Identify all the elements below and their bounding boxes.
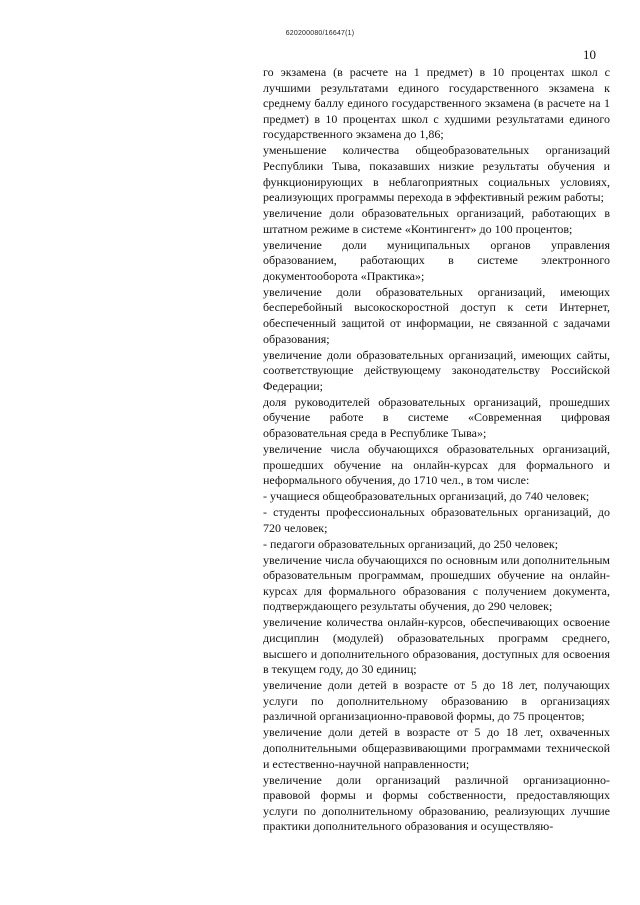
- paragraph: увеличение числа обучающихся по основным или дополнительным образовательным программам, прошедших обучение на онлайн-курсах для формального образования с получением документа, подтверждающего результаты обучения, до 290 человек;: [263, 552, 610, 614]
- paragraph: увеличение доли детей в возрасте от 5 до 18 лет, охваченных дополнительными общеразвивающими программами технической и естественно-научной направленности;: [263, 725, 610, 771]
- paragraph: увеличение числа обучающихся образовательных организаций, прошедших обучение на онлайн-курсах для формального и неформального обучения, до 1710 чел., в том числе:: [263, 441, 610, 488]
- paragraph: увеличение доли детей в возрасте от 5 до 18 лет, получающих услуги по дополнительному образованию в организациях различной организационно-правовой формы, до 75 процентов;: [263, 678, 610, 724]
- paragraph: уменьшение количества общеобразовательных организаций Республики Тыва, показавших низкие результаты обучения и функционирующих в неблагоприятных социальных условиях, реализующих программы перехода в эффективный режим работы;: [263, 143, 610, 205]
- page-number: 10: [583, 47, 596, 62]
- paragraph: - студенты профессиональных образовательных организаций, до 720 человек;: [263, 505, 610, 535]
- paragraph: увеличение доли образовательных организаций, имеющих бесперебойный высокоскоростной доступ к сети Интернет, обеспеченный защитой от информации, не связанной с задачами образования;: [263, 284, 610, 346]
- document-body: [263, 65, 610, 835]
- paragraph: го экзамена (в расчете на 1 предмет) в 10 процентах школ с лучшими результатами единого государственного экзамена к среднему баллу единого государственного экзамена (в расчете на 1 предмет) в 10 процентах школ с худшими результатами единого государственного экзамена до 1,86;: [263, 65, 610, 142]
- paragraph: увеличение доли организаций различной организационно-правовой формы и формы собственности, предоставляющих услуги по дополнительному образованию, реализующих лучшие практики дополнительного образования и осуществляю-: [263, 772, 610, 834]
- paragraph: увеличение доли образовательных организаций, работающих в штатном режиме в системе «Контингент» до 100 процентов;: [263, 206, 610, 236]
- paragraph: доля руководителей образовательных организаций, прошедших обучение работе в системе «Современная цифровая образовательная среда в Республике Тыва»;: [263, 394, 610, 440]
- paragraph: увеличение количества онлайн-курсов, обеспечивающих освоение дисциплин (модулей) образовательных программ среднего, высшего и дополнительного образования, доступных для освоения в текущем году, до 30 единиц;: [263, 615, 610, 677]
- document-id: 620200080/16647(1): [285, 30, 355, 37]
- paragraph: увеличение доли муниципальных органов управления образованием, работающих в системе электронного документооборота «Практика»;: [263, 237, 610, 283]
- paragraph: - учащиеся общеобразовательных организаций, до 740 человек;: [263, 489, 590, 504]
- paragraph: - педагоги образовательных организаций, до 250 человек;: [263, 536, 559, 551]
- paragraph: увеличение доли образовательных организаций, имеющих сайты, соответствующие действующему законодательству Российской Федерации;: [263, 347, 610, 393]
